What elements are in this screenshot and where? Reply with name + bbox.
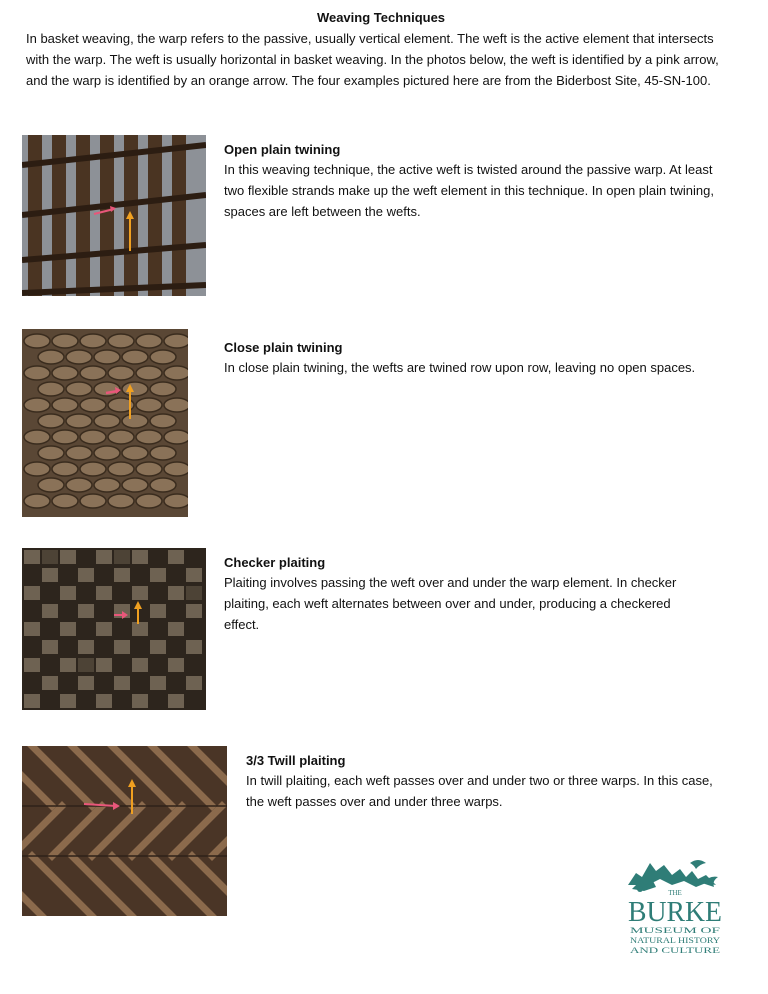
- open-plain-twining-photo: [22, 135, 206, 296]
- section-open-plain-twining: [224, 140, 714, 222]
- logo-line-3: AND CULTURE: [630, 946, 721, 955]
- page-title: Weaving Techniques: [316, 10, 446, 25]
- checker-plaiting-photo: [22, 548, 206, 710]
- logo-line-2: NATURAL HISTORY: [630, 936, 721, 945]
- section-close-plain-twining: [224, 338, 704, 378]
- twill-plaiting-photo: [22, 746, 227, 916]
- section-text: In twill plaiting, each weft passes over and under two or three warps. In this case, the weft passes over and under three warps.: [246, 773, 713, 809]
- logo-the: THE: [668, 889, 682, 897]
- intro-paragraph: In basket weaving, the warp refers to the passive, usually vertical element. The weft is the active element that intersects with the warp. The weft is usually horizontal in basket weaving. In the photos below, the weft is identified by a pink arrow, and the warp is identified by an orange arrow. The four examples pictured here are from the Biderbost Site, 45-SN-100.: [26, 31, 719, 88]
- close-plain-twining-photo: [22, 329, 188, 517]
- section-twill-plaiting: [246, 751, 716, 812]
- section-heading: 3/3 Twill plaiting: [246, 753, 346, 768]
- mountain-bird-icon: [628, 860, 718, 892]
- section-heading: Checker plaiting: [224, 555, 326, 570]
- section-text: In close plain twining, the wefts are twined row upon row, leaving no open spaces.: [224, 360, 696, 375]
- section-checker-plaiting: [224, 553, 704, 635]
- logo-name: BURKE: [628, 897, 722, 928]
- section-text: In this weaving technique, the active weft is twisted around the passive warp. At least two flexible strands make up the weft element in this technique. In open plain twining, spaces are left between the wefts.: [224, 162, 714, 219]
- section-heading: Close plain twining: [224, 340, 343, 355]
- burke-museum-logo: [626, 855, 724, 957]
- section-heading: Open plain twining: [224, 142, 341, 157]
- logo-line-1: MUSEUM OF: [630, 926, 722, 935]
- section-text: Plaiting involves passing the weft over and under the warp element. In checker plaiting, each weft alternates between over and under, producing a checkered effect.: [224, 575, 677, 632]
